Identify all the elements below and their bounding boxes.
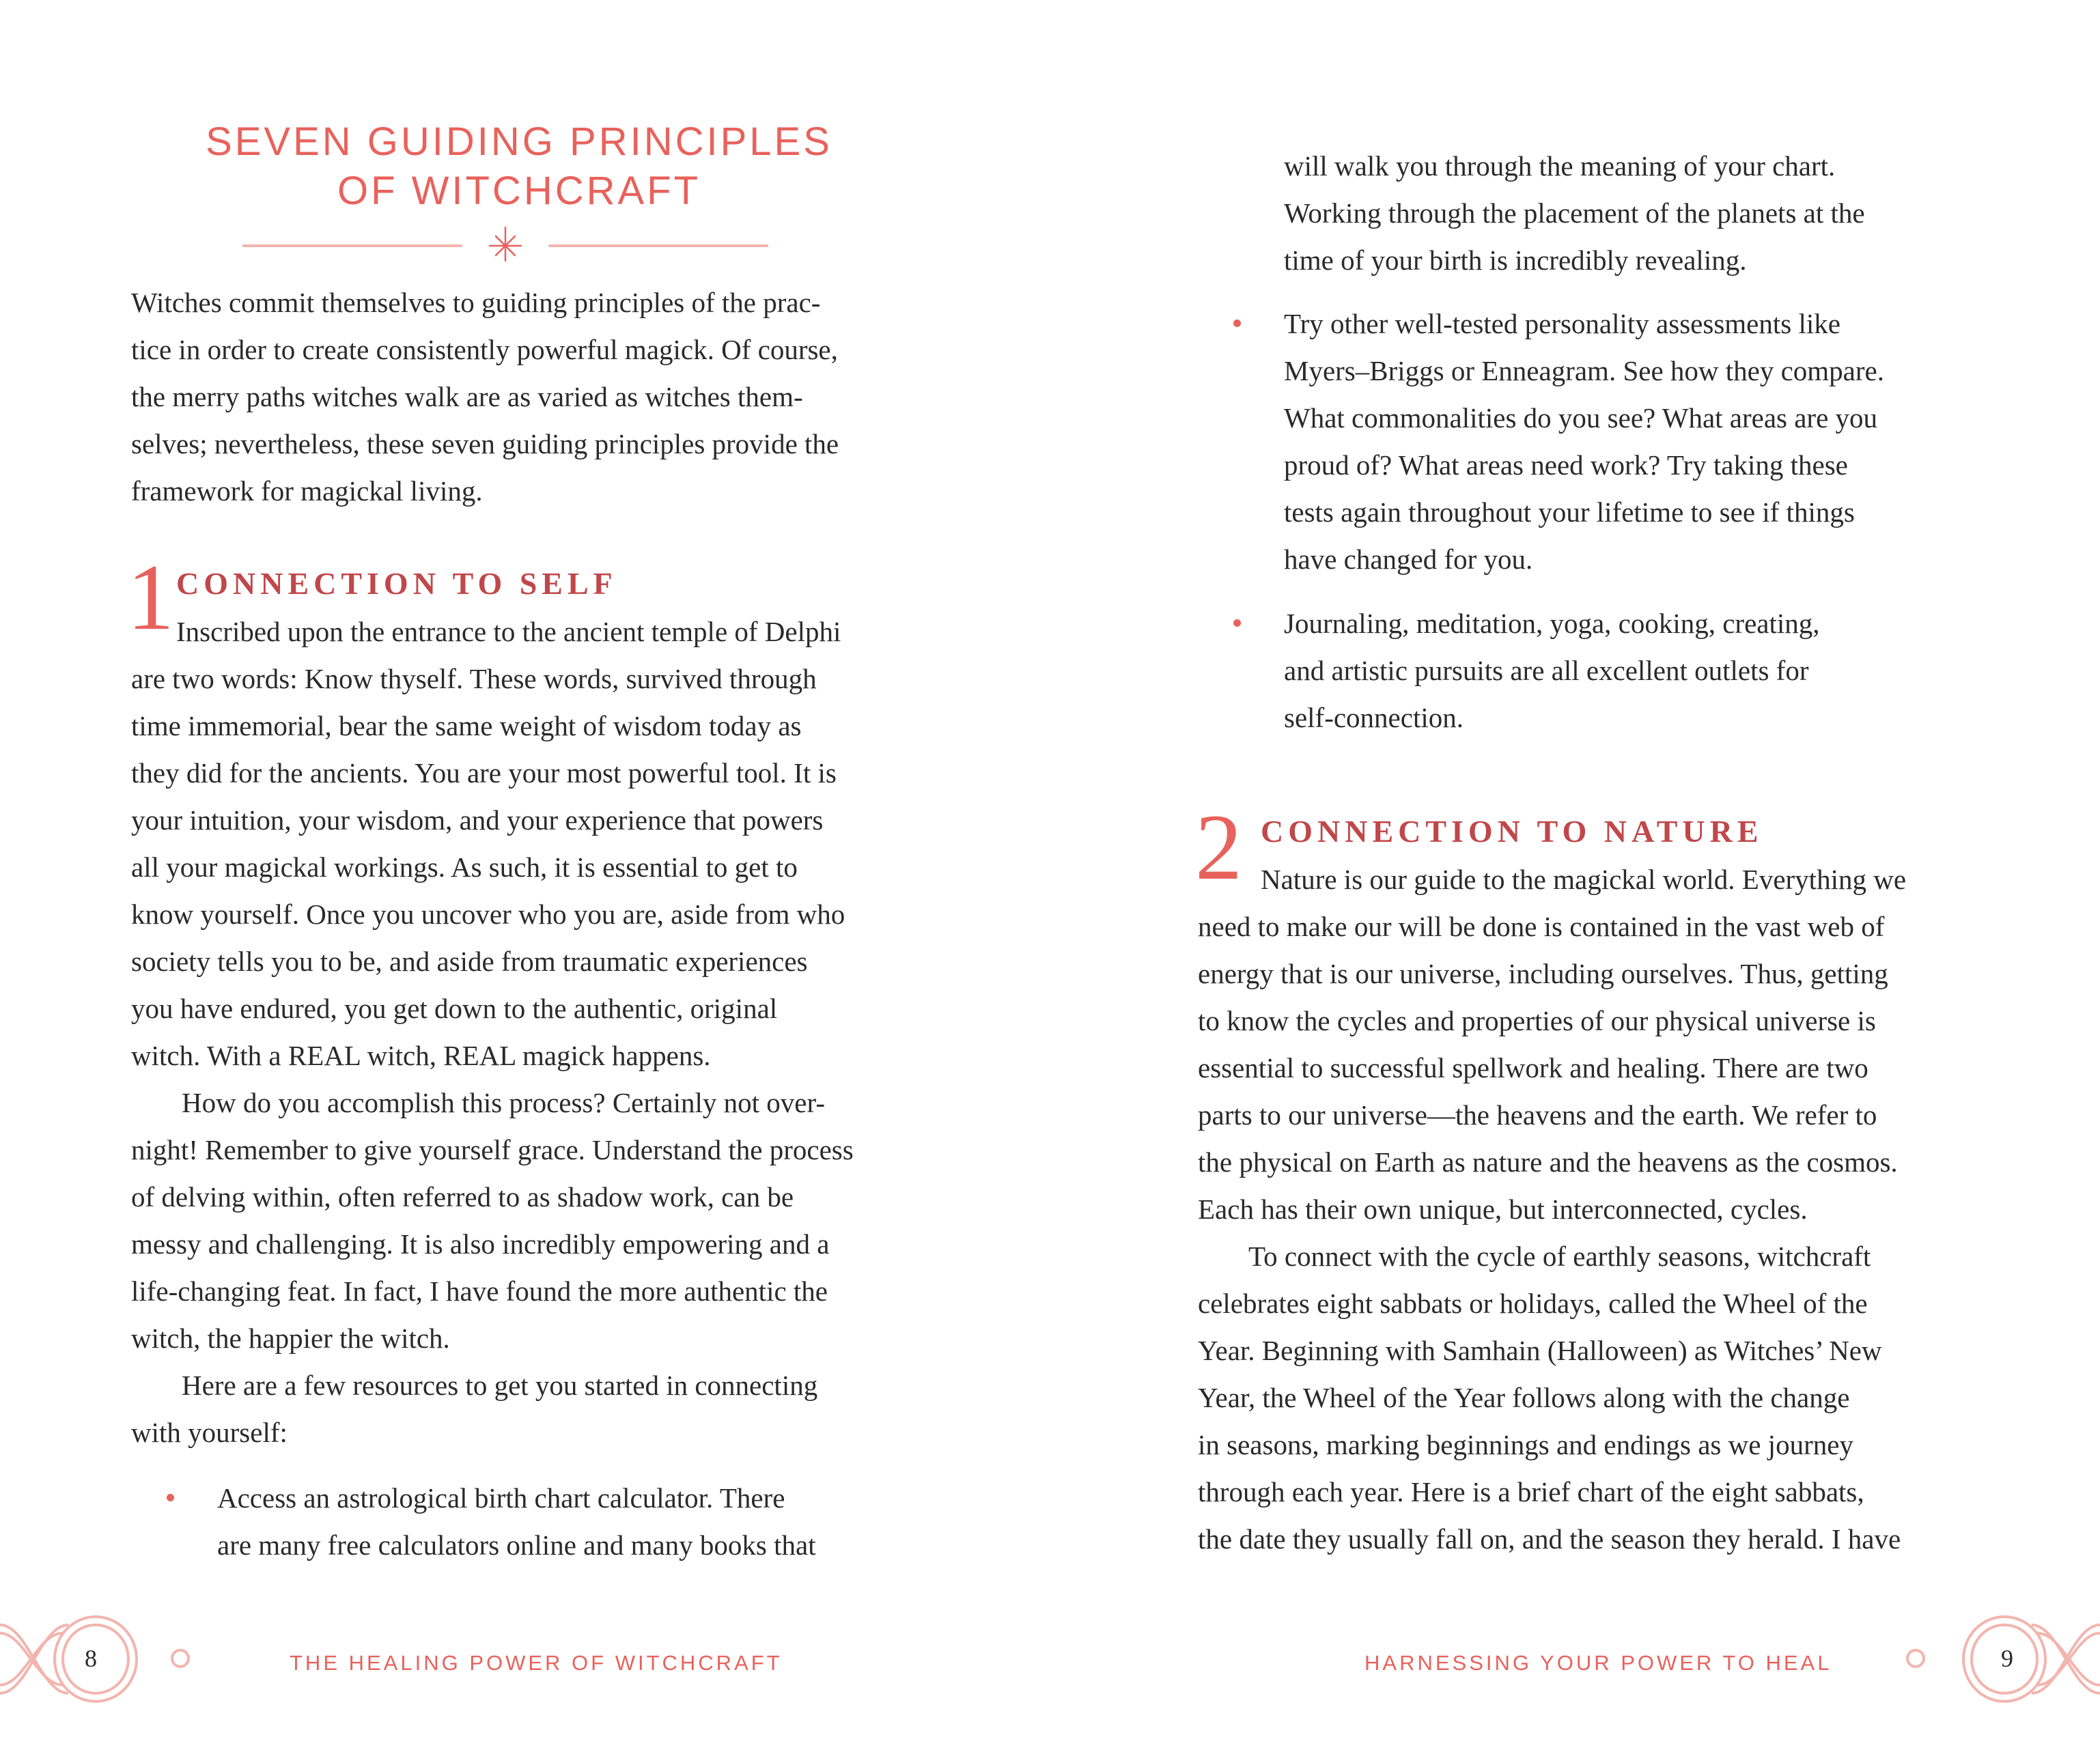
text-line: Year, the Wheel of the Year follows along with the change (1198, 1382, 1850, 1413)
text-line: Here are a few resources to get you started in connecting (182, 1370, 818, 1401)
chapter-heading (164, 117, 874, 216)
text-line: Each has their own unique, but interconnected, cycles. (1198, 1193, 1808, 1225)
text-line: framework for magickal living. (131, 475, 483, 507)
star-divider-icon (242, 225, 768, 263)
text-line: Try other well-tested personality assessments like (1284, 308, 1840, 339)
text-line: are many free calculators online and many books that (217, 1529, 816, 1561)
text-line: have changed for you. (1284, 543, 1533, 575)
text-line: Year. Beginning with Samhain (Halloween) as Witches’ New (1198, 1335, 1882, 1366)
intro-paragraph (131, 279, 839, 515)
text-line: the date they usually fall on, and the season they herald. I have (1198, 1523, 1901, 1555)
section-number: 1 (127, 545, 174, 649)
bullet-item (217, 1475, 816, 1569)
text-line: Access an astrological birth chart calculator. There (217, 1482, 785, 1514)
right-page (1050, 0, 2100, 1741)
bullet-item (1284, 300, 1884, 583)
section-title: CONNECTION TO SELF (176, 566, 617, 601)
text-line: witch, the happier the witch. (131, 1322, 450, 1354)
text-line: in seasons, marking beginnings and endings as we journey (1198, 1429, 1853, 1460)
knot-icon (0, 1604, 150, 1714)
text-line: tice in order to create consistently powerful magick. Of course, (131, 334, 838, 365)
text-line: celebrates eight sabbats or holidays, called the Wheel of the (1198, 1288, 1868, 1319)
running-title: THE HEALING POWER OF WITCHCRAFT (290, 1651, 783, 1675)
text-line: society tells you to be, and aside from traumatic experiences (131, 946, 808, 977)
text-line: will walk you through the meaning of your chart. (1284, 150, 1836, 182)
text-line: How do you accomplish this process? Certainly not over- (182, 1087, 825, 1118)
text-line: are two words: Know thyself. These words, survived through (131, 663, 817, 694)
ring-icon (1904, 1647, 1927, 1670)
text-line: and artistic pursuits are all excellent outlets for (1284, 655, 1809, 686)
heading-line-2: OF WITCHCRAFT (337, 169, 701, 213)
text-line: with yourself: (131, 1417, 288, 1448)
text-line: proud of? What areas need work? Try taking these (1284, 449, 1848, 481)
heading-line-1: SEVEN GUIDING PRINCIPLES (206, 119, 832, 164)
text-line: time immemorial, bear the same weight of wisdom today as (131, 710, 802, 741)
text-line: Working through the placement of the planets at the (1284, 197, 1865, 229)
text-line: What commonalities do you see? What areas are you (1284, 402, 1878, 434)
dot-bullet-icon (167, 1494, 174, 1501)
ring-icon (169, 1647, 192, 1670)
text-line: you have endured, you get down to the authentic, original (131, 993, 778, 1024)
text-line: tests again throughout your lifetime to see if things (1284, 496, 1855, 528)
text-line: Nature is our guide to the magickal world. Everything we (1261, 864, 1907, 895)
dot-bullet-icon (1233, 320, 1241, 327)
section2-body (1198, 856, 1906, 1563)
text-line: the physical on Earth as nature and the heavens as the cosmos. (1198, 1146, 1898, 1178)
text-line: messy and challenging. It is also incredibly empowering and a (131, 1228, 830, 1260)
text-line: of delving within, often referred to as shadow work, can be (131, 1181, 794, 1213)
dot-bullet-icon (1233, 619, 1241, 627)
text-line: through each year. Here is a brief chart of the eight sabbats, (1198, 1476, 1864, 1508)
text-line: time of your birth is incredibly revealing. (1284, 244, 1747, 276)
text-line: parts to our universe—the heavens and the earth. We refer to (1198, 1099, 1877, 1131)
bullet-continuation (1284, 143, 1865, 284)
text-line: witch. With a REAL witch, REAL magick happens. (131, 1040, 711, 1071)
text-line: Inscribed upon the entrance to the ancient temple of Delphi (176, 616, 841, 647)
page-number: 8 (85, 1645, 97, 1672)
section1-body (131, 608, 854, 1456)
text-line: self-connection. (1284, 702, 1464, 733)
text-line: all your magickal workings. As such, it is essential to get to (131, 851, 798, 883)
text-line: Myers–Briggs or Enneagram. See how they compare. (1284, 355, 1884, 386)
text-line: To connect with the cycle of earthly seasons, witchcraft (1248, 1241, 1871, 1272)
text-line: Journaling, meditation, yoga, cooking, creating, (1284, 608, 1820, 639)
text-line: your intuition, your wisdom, and your experience that powers (131, 804, 824, 836)
text-line: they did for the ancients. You are your most powerful tool. It is (131, 757, 837, 789)
text-line: energy that is our universe, including ourselves. Thus, getting (1198, 958, 1888, 989)
text-line: need to make our will be done is contained in the vast web of (1198, 911, 1885, 942)
page-number: 9 (2001, 1645, 2013, 1672)
text-line: selves; nevertheless, these seven guiding principles provide the (131, 428, 839, 459)
section-title: CONNECTION TO NATURE (1261, 814, 1763, 849)
section-number: 2 (1195, 795, 1242, 899)
text-line: life-changing feat. In fact, I have found the more authentic the (131, 1275, 828, 1307)
text-line: essential to successful spellwork and healing. There are two (1198, 1052, 1868, 1084)
text-line: know yourself. Once you uncover who you are, aside from who (131, 898, 845, 930)
knot-icon (1950, 1604, 2100, 1714)
text-line: Witches commit themselves to guiding principles of the prac- (131, 287, 821, 318)
text-line: to know the cycles and properties of our physical universe is (1198, 1005, 1876, 1036)
text-line: night! Remember to give yourself grace. Understand the process (131, 1134, 854, 1165)
text-line: the merry paths witches walk are as varied as witches them- (131, 381, 803, 412)
bullet-item (1284, 600, 1820, 741)
running-title: HARNESSING YOUR POWER TO HEAL (1364, 1651, 1832, 1675)
